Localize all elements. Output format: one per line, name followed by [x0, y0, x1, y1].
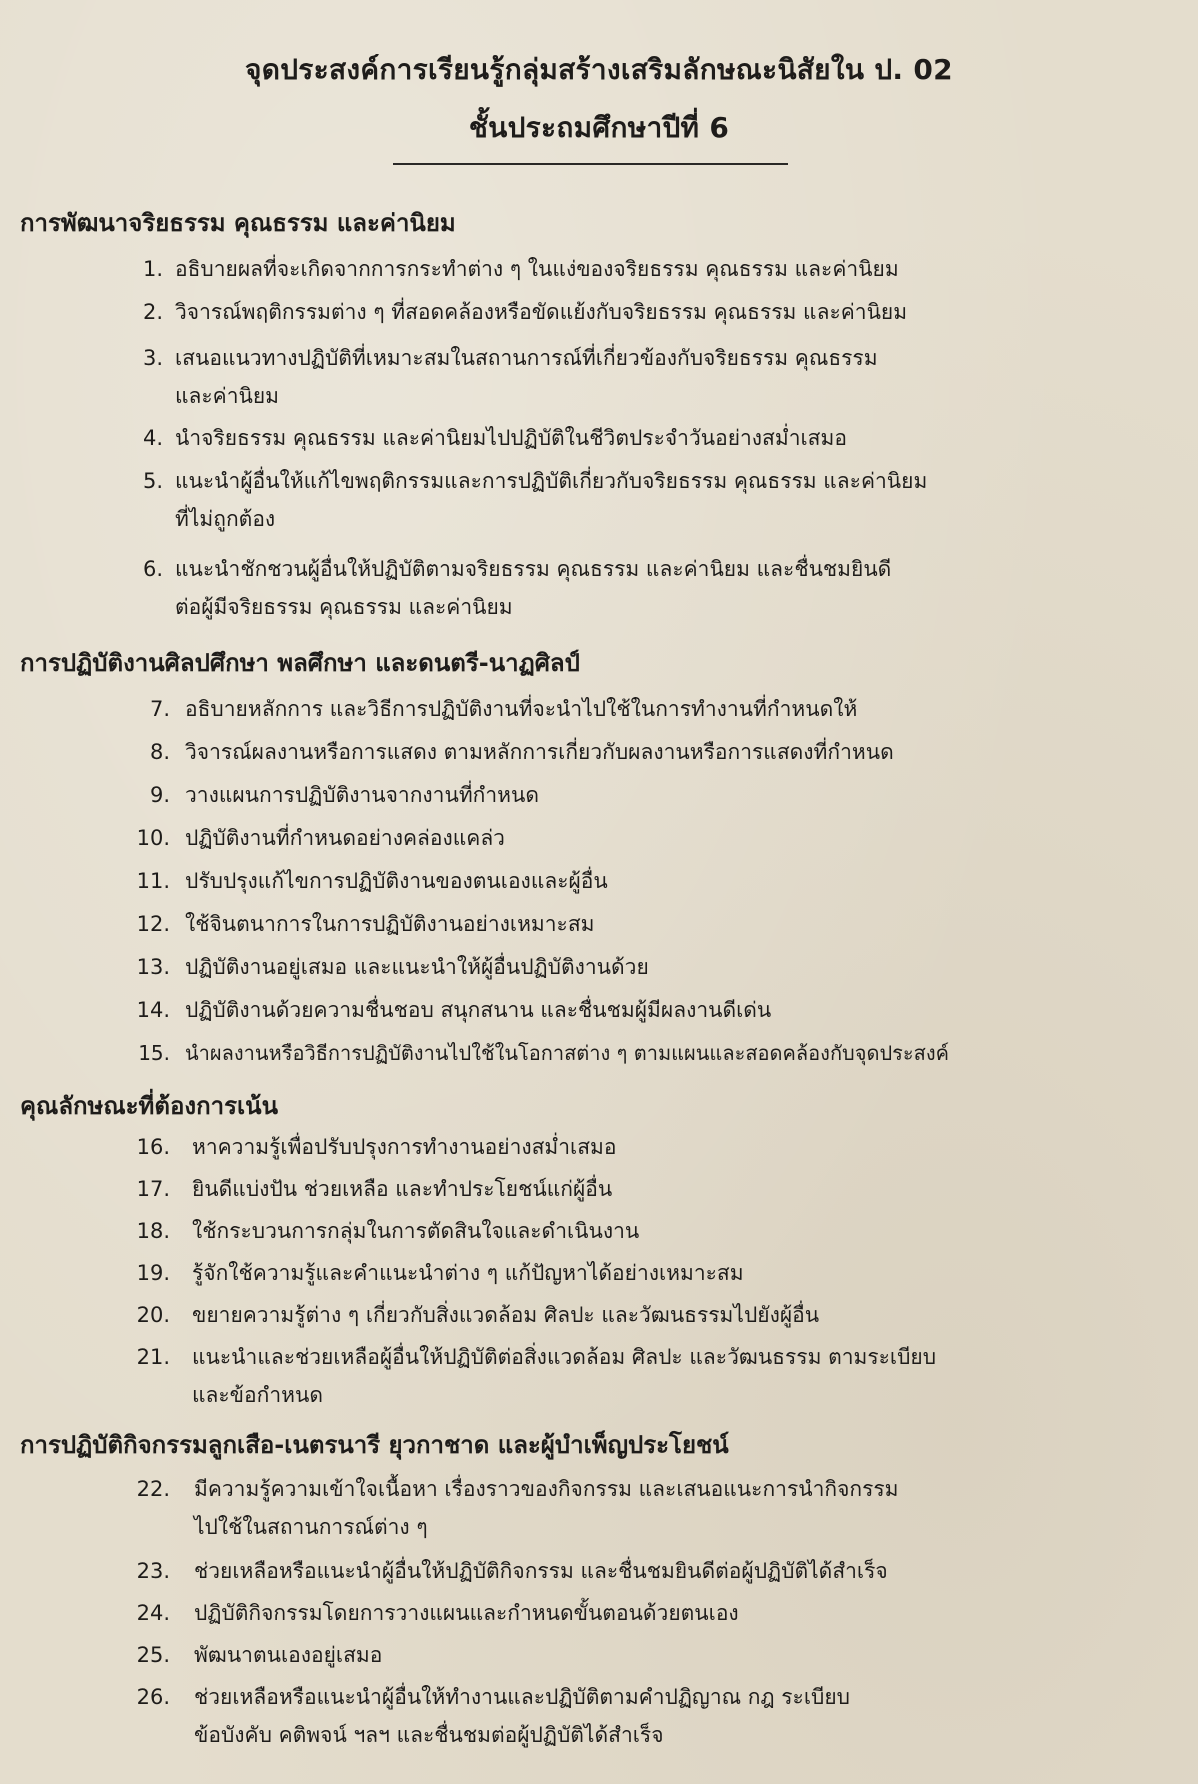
item-number: 17.: [136, 1177, 170, 1201]
item-number: 25.: [136, 1643, 170, 1667]
item-text: ขยายความรู้ต่าง ๆ เกี่ยวกับสิ่งแวดล้อม ศิลปะ และวัฒนธรรมไปยังผู้อื่น: [192, 1303, 820, 1327]
title-underline: [393, 163, 788, 165]
item-text-continued: ต่อผู้มีจริยธรรม คุณธรรม และค่านิยม: [175, 595, 513, 619]
item-text-continued: ที่ไม่ถูกต้อง: [175, 507, 276, 531]
section-heading-traits: คุณลักษณะที่ต้องการเน้น: [20, 1092, 278, 1120]
section-heading-ethics: การพัฒนาจริยธรรม คุณธรรม และค่านิยม: [20, 209, 456, 237]
item-text-continued: และข้อกำหนด: [192, 1383, 323, 1407]
item-number: 10.: [136, 826, 170, 850]
item-number: 24.: [136, 1601, 170, 1625]
item-text: นำผลงานหรือวิธีการปฏิบัติงานไปใช้ในโอกาสต่าง ๆ ตามแผนและสอดคล้องกับจุดประสงค์: [185, 1041, 949, 1065]
section-heading-scouts: การปฏิบัติกิจกรรมลูกเสือ-เนตรนารี ยุวกาชาด และผู้บำเพ็ญประโยชน์: [20, 1431, 729, 1459]
item-text: นำจริยธรรม คุณธรรม และค่านิยมไปปฏิบัติในชีวิตประจำวันอย่างสม่ำเสมอ: [175, 426, 847, 450]
item-text: แนะนำและช่วยเหลือผู้อื่นให้ปฏิบัติต่อสิ่งแวดล้อม ศิลปะ และวัฒนธรรม ตามระเบียบ: [192, 1345, 937, 1369]
item-text: เสนอแนวทางปฏิบัติที่เหมาะสมในสถานการณ์ที่เกี่ยวข้องกับจริยธรรม คุณธรรม: [175, 346, 878, 370]
item-number: 26.: [136, 1685, 170, 1709]
item-text: ใช้กระบวนการกลุ่มในการตัดสินใจและดำเนินงาน: [192, 1219, 640, 1243]
item-number: 6.: [142, 557, 163, 581]
item-number: 22.: [136, 1477, 170, 1501]
item-number: 11.: [136, 869, 170, 893]
item-text: อธิบายหลักการ และวิธีการปฏิบัติงานที่จะนำไปใช้ในการทำงานที่กำหนดให้: [185, 697, 858, 721]
item-number: 4.: [142, 426, 163, 450]
item-number: 15.: [138, 1041, 170, 1065]
item-text: ปฏิบัติงานอยู่เสมอ และแนะนำให้ผู้อื่นปฏิบัติงานด้วย: [185, 955, 649, 979]
item-number: 14.: [136, 998, 170, 1022]
item-text: หาความรู้เพื่อปรับปรุงการทำงานอย่างสม่ำเสมอ: [192, 1135, 617, 1159]
item-text: ช่วยเหลือหรือแนะนำผู้อื่นให้ปฏิบัติกิจกรรม และชื่นชมยินดีต่อผู้ปฏิบัติได้สำเร็จ: [194, 1559, 888, 1583]
item-text: อธิบายผลที่จะเกิดจากการกระทำต่าง ๆ ในแง่ของจริยธรรม คุณธรรม และค่านิยม: [175, 257, 899, 281]
item-text: แนะนำผู้อื่นให้แก้ไขพฤติกรรมและการปฏิบัติเกี่ยวกับจริยธรรม คุณธรรม และค่านิยม: [175, 469, 928, 493]
page-title: จุดประสงค์การเรียนรู้กลุ่มสร้างเสริมลักษณะนิสัยใน ป. 02: [245, 53, 953, 86]
item-number: 16.: [136, 1135, 170, 1159]
item-number: 18.: [136, 1219, 170, 1243]
item-text: วิจารณ์พฤติกรรมต่าง ๆ ที่สอดคล้องหรือขัดแย้งกับจริยธรรม คุณธรรม และค่านิยม: [175, 300, 908, 324]
item-number: 13.: [136, 955, 170, 979]
item-number: 2.: [142, 300, 163, 324]
item-text: ปฏิบัติงานด้วยความชื่นชอบ สนุกสนาน และชื่นชมผู้มีผลงานดีเด่น: [185, 998, 772, 1022]
item-text: ยินดีแบ่งปัน ช่วยเหลือ และทำประโยชน์แก่ผู้อื่น: [192, 1177, 613, 1201]
item-text: ช่วยเหลือหรือแนะนำผู้อื่นให้ทำงานและปฏิบัติตามคำปฏิญาณ กฎ ระเบียบ: [194, 1685, 850, 1709]
item-text: ปรับปรุงแก้ไขการปฏิบัติงานของตนเองและผู้อื่น: [185, 869, 608, 893]
item-number: 19.: [136, 1261, 170, 1285]
item-text: แนะนำชักชวนผู้อื่นให้ปฏิบัติตามจริยธรรม คุณธรรม และค่านิยม และชื่นชมยินดี: [175, 557, 892, 581]
item-number: 7.: [149, 697, 170, 721]
item-text: ปฏิบัติกิจกรรมโดยการวางแผนและกำหนดขั้นตอนด้วยตนเอง: [194, 1601, 739, 1625]
item-number: 23.: [136, 1559, 170, 1583]
item-text: ใช้จินตนาการในการปฏิบัติงานอย่างเหมาะสม: [185, 912, 595, 936]
item-text: มีความรู้ความเข้าใจเนื้อหา เรื่องราวของกิจกรรม และเสนอแนะการนำกิจกรรม: [194, 1477, 899, 1501]
item-text-continued: ไปใช้ในสถานการณ์ต่าง ๆ: [194, 1515, 428, 1539]
item-number: 20.: [136, 1303, 170, 1327]
item-text: รู้จักใช้ความรู้และคำแนะนำต่าง ๆ แก้ปัญหาได้อย่างเหมาะสม: [192, 1261, 744, 1285]
item-number: 1.: [142, 257, 163, 281]
item-text-continued: ข้อบังคับ คติพจน์ ฯลฯ และชื่นชมต่อผู้ปฏิบัติได้สำเร็จ: [194, 1723, 664, 1747]
item-number: 3.: [142, 346, 163, 370]
item-text: พัฒนาตนเองอยู่เสมอ: [194, 1643, 383, 1667]
page-subtitle: ชั้นประถมศึกษาปีที่ 6: [468, 111, 730, 144]
section-heading-arts: การปฏิบัติงานศิลปศึกษา พลศึกษา และดนตรี-นาฏศิลป์: [20, 649, 580, 677]
item-text: วางแผนการปฏิบัติงานจากงานที่กำหนด: [185, 783, 540, 807]
item-number: 21.: [136, 1345, 170, 1369]
item-text: ปฏิบัติงานที่กำหนดอย่างคล่องแคล่ว: [185, 826, 505, 850]
item-text: วิจารณ์ผลงานหรือการแสดง ตามหลักการเกี่ยวกับผลงานหรือการแสดงที่กำหนด: [185, 740, 894, 764]
item-number: 5.: [142, 469, 163, 493]
item-number: 12.: [136, 912, 170, 936]
item-text-continued: และค่านิยม: [175, 384, 280, 408]
item-number: 9.: [149, 783, 170, 807]
item-number: 8.: [149, 740, 170, 764]
